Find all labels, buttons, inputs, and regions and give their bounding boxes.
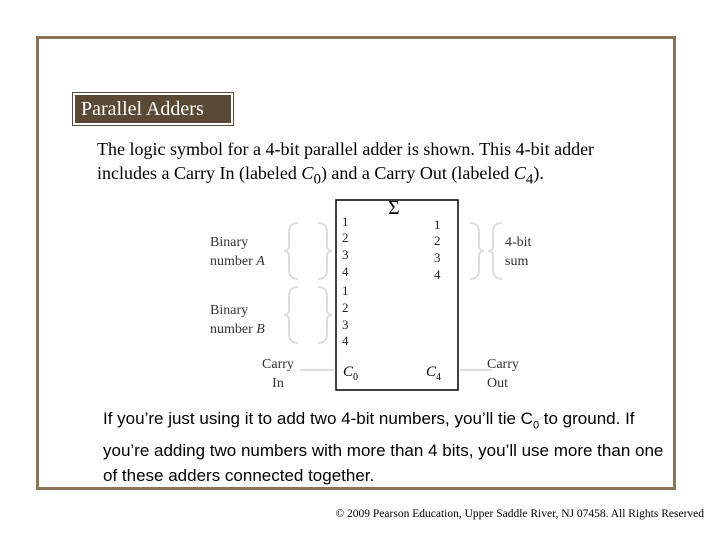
input-a-label <box>210 233 265 271</box>
carry-out-label <box>487 355 519 393</box>
slide-title: Parallel Adders <box>73 93 233 125</box>
intro-line-2c: ). <box>533 163 544 183</box>
input-a-line2: number <box>210 254 257 269</box>
carry-out-line1: Carry <box>487 357 519 372</box>
c0-pin-sub: 0 <box>353 372 359 383</box>
output-sum-line2: sum <box>505 254 529 269</box>
c0-pin-var: C <box>343 364 354 380</box>
output-sum-line1: 4-bit <box>505 235 532 250</box>
output-sum-label <box>505 233 531 271</box>
a-pin-2: 2 <box>342 230 349 245</box>
b-pin-3: 3 <box>342 317 349 332</box>
brace-a-right <box>318 223 332 279</box>
sum-pin-3: 3 <box>434 250 441 265</box>
intro-c4-sub: 4 <box>525 171 534 188</box>
carry-out-line2: Out <box>487 376 508 391</box>
input-b-line1: Binary <box>210 303 249 318</box>
intro-line-2a: includes a Carry In (labeled <box>97 163 302 183</box>
brace-b-left <box>284 287 298 343</box>
sigma-symbol: Σ <box>388 197 400 219</box>
b-pin-1: 1 <box>342 283 349 298</box>
b-pin-4: 4 <box>342 333 349 348</box>
sum-pin-1: 1 <box>434 217 441 232</box>
intro-line-2b: ) and a Carry Out (labeled <box>320 163 514 183</box>
note-part-1: If you’re just using it to add two 4-bit numbers, you’ll tie C <box>103 409 533 428</box>
brace-a-left <box>284 223 298 279</box>
note-text <box>103 406 673 488</box>
input-b-line2: number <box>210 322 257 337</box>
intro-c4-var: C <box>513 163 526 183</box>
input-b-var: B <box>256 322 265 337</box>
carry-in-line1: Carry <box>262 357 294 372</box>
intro-line-1: The logic symbol for a 4-bit parallel adder is shown. This 4-bit adder <box>97 139 595 159</box>
note-part-2: to ground. If you’re adding two numbers with more than 4 bits, you’ll use more than one of these adders connected together. <box>103 409 664 486</box>
intro-c0-sub: 0 <box>313 171 321 188</box>
input-a-var: A <box>256 254 265 269</box>
b-pin-2: 2 <box>342 300 349 315</box>
a-pin-4: 4 <box>342 264 349 279</box>
input-a-line1: Binary <box>210 235 249 250</box>
intro-c0-var: C <box>301 163 314 183</box>
c4-pin-var: C <box>426 364 437 380</box>
brace-sum-right <box>488 223 502 279</box>
brace-sum-left <box>470 223 484 279</box>
a-pin-3: 3 <box>342 247 349 262</box>
sum-pin-4: 4 <box>434 267 441 282</box>
a-pin-1: 1 <box>342 214 349 229</box>
carry-in-line2: In <box>272 376 284 391</box>
c0-pin <box>343 364 358 383</box>
note-sub: 0 <box>532 419 540 432</box>
c4-pin <box>426 364 441 383</box>
carry-in-label <box>258 355 298 393</box>
input-b-label <box>210 301 265 339</box>
sum-pin-2: 2 <box>434 233 441 248</box>
copyright-notice: © 2009 Pearson Education, Upper Saddle River, NJ 07458. All Rights Reserved <box>335 508 704 520</box>
c4-pin-sub: 4 <box>436 372 442 383</box>
brace-b-right <box>318 287 332 343</box>
